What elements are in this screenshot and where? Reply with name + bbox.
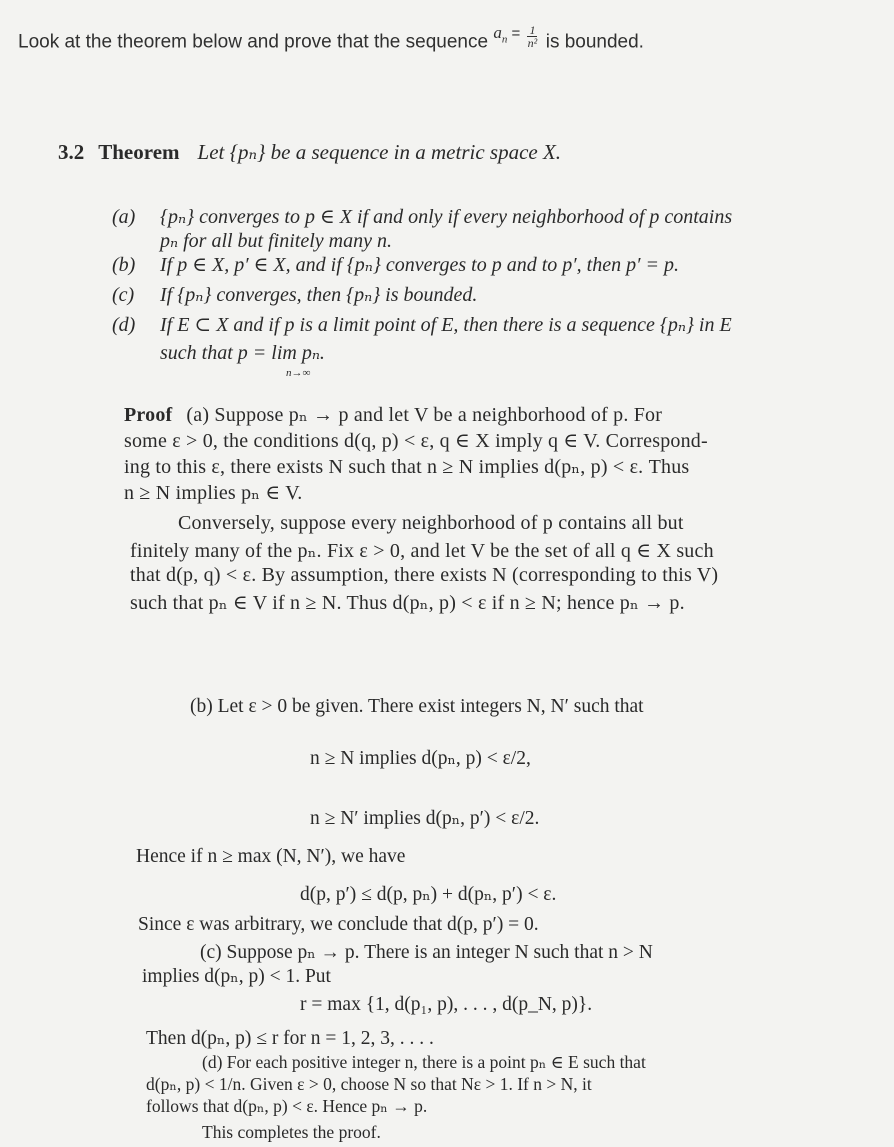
proof-d-line-3: follows that d(pₙ, p) < ε. Hence pₙ → p. (146, 1096, 428, 1116)
proof-a-line-1: Proof (a) Suppose pₙ → p and let V be a neighborhood of p. For (124, 404, 663, 426)
proof-a-line-7: that d(p, q) < ε. By assumption, there exists N (corresponding to this V) (130, 564, 719, 586)
theorem-item-d-cont: such that p = lim pₙ. (160, 342, 325, 364)
proof-a-line-5: Conversely, suppose every neighborhood of p contains all but (178, 512, 684, 534)
theorem-number: 3.2 (58, 140, 85, 164)
proof-b-intro: (b) Let ε > 0 be given. There exist integers N, N′ such that (190, 696, 644, 717)
theorem-item-d: (d) If E ⊂ X and if p is a limit point of E, then there is a sequence {pₙ} in E (112, 314, 732, 336)
proof-d-line-1: (d) For each positive integer n, there is a point pₙ ∈ E such that (202, 1052, 646, 1072)
math-equals: = (507, 24, 525, 42)
theorem-item-a: (a) {pₙ} converges to p ∈ X if and only if every neighborhood of p contains (112, 206, 733, 228)
theorem-item-a-cont: pₙ for all but finitely many n. (160, 230, 392, 252)
limit-subscript: n→∞ (286, 367, 311, 379)
proof-b-eq2: n ≥ N′ implies d(pₙ, p′) < ε/2. (310, 808, 540, 829)
theorem-item-b: (b) If p ∈ X, p′ ∈ X, and if {pₙ} converges to p and to p′, then p′ = p. (112, 254, 679, 276)
proof-d-line-2: d(pₙ, p) < 1/n. Given ε > 0, choose N so that Nε > 1. If n > N, it (146, 1074, 592, 1094)
proof-b-eq1: n ≥ N implies d(pₙ, p) < ε/2, (310, 748, 531, 769)
proof-b-inequality: d(p, p′) ≤ d(p, pₙ) + d(pₙ, p′) < ε. (300, 884, 557, 905)
proof-b-hence: Hence if n ≥ max (N, N′), we have (136, 846, 406, 867)
theorem-statement: Let {pₙ} be a sequence in a metric space X. (197, 140, 562, 164)
theorem-item-c: (c) If {pₙ} converges, then {pₙ} is bounded. (112, 284, 478, 306)
proof-a-line-8: such that pₙ ∈ V if n ≥ N. Thus d(pₙ, p) < ε if n ≥ N; hence pₙ → p. (130, 592, 685, 614)
proof-c-equation: r = max {1, d(p₁, p), . . . , d(p_N, p)}. (300, 994, 593, 1015)
proof-a-line-2: some ε > 0, the conditions d(q, p) < ε, q ∈ X imply q ∈ V. Correspond- (124, 430, 708, 452)
fraction-numerator: 1 (529, 23, 536, 37)
proof-a-line-3: ing to this ε, there exists N such that n ≥ N implies d(pₙ, p) < ε. Thus (124, 456, 690, 478)
theorem-name: Theorem (98, 140, 180, 164)
math-sequence-symbol: $a_n$ (493, 22, 508, 45)
proof-a-line-6: finitely many of the pₙ. Fix ε > 0, and let V be the set of all q ∈ X such (130, 540, 714, 562)
fraction-denominator: n² (527, 36, 538, 50)
question-text-after: is bounded. (540, 31, 644, 53)
proof-a-line-4: n ≥ N implies pₙ ∈ V. (124, 482, 303, 504)
proof-b-conclusion: Since ε was arbitrary, we conclude that d(p, p′) = 0. (138, 914, 539, 935)
question-prompt (18, 22, 878, 55)
theorem-heading (58, 140, 561, 165)
proof-closing: This completes the proof. (202, 1122, 381, 1142)
question-text-before: Look at the theorem below and prove that the sequence (18, 31, 494, 53)
math-fraction (527, 24, 537, 49)
proof-label: Proof (124, 404, 173, 426)
proof-c-line-2: implies d(pₙ, p) < 1. Put (142, 966, 331, 987)
proof-c-line-1: (c) Suppose pₙ → p. There is an integer N such that n > N (200, 942, 653, 963)
proof-c-then: Then d(pₙ, p) ≤ r for n = 1, 2, 3, . . . . (146, 1028, 434, 1049)
